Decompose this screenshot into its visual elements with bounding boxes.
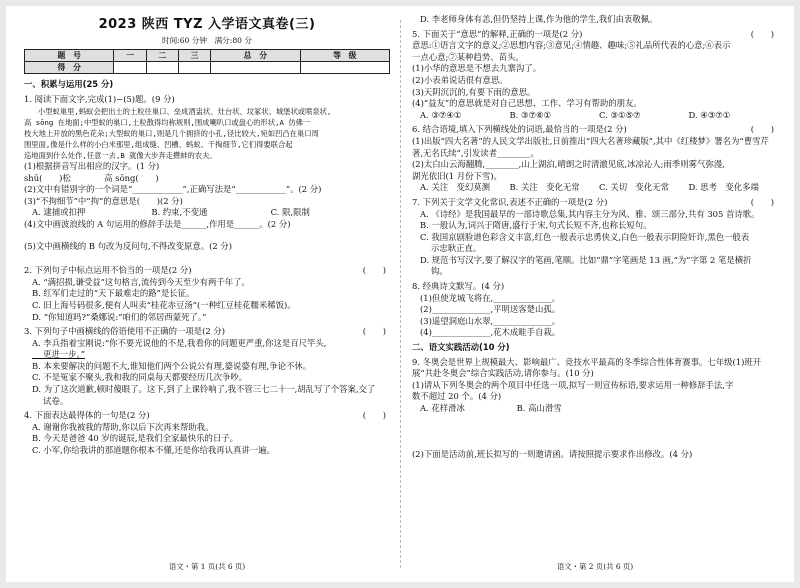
score-entry-cell[interactable] [300,62,389,74]
option-continued: 更进一步。” [32,349,85,360]
answer-space[interactable] [412,415,778,449]
question-4 [24,410,390,456]
answer-blank[interactable]: shū( )松 高 sōng( ) [24,172,159,183]
score-header-cell: 一 [114,50,146,62]
score-header-cell: 二 [146,50,178,62]
question-2 [24,265,390,323]
page-footer: 语文・第 2 页(共 6 页) [556,561,634,571]
option[interactable]: B. 红军们走过的“天下最难走的路”是长征。 [32,288,195,299]
sub-question: 数不超过 20 个。(4 分) [412,391,502,402]
score-value-row [25,62,390,74]
option[interactable]: C. 我国京剧脸谱色彩含义丰富,红色一般表示忠勇侠义,白色一般表示阴险奸诈,黑色一般表 [420,231,750,242]
option[interactable]: D. 为了这次道歉,顿时傻眼了。这下,到了上课铃响了,我不管三七二十一,胡乱写了个答案,交了 [32,384,376,395]
definition-line: 一点心意;⑦某种趋势、苗头。 [412,51,524,62]
score-header-cell: 三 [178,50,210,62]
answer-bracket[interactable]: ( ) [362,410,386,421]
score-entry-cell[interactable] [146,62,178,74]
option[interactable]: D. ④③⑦① [688,109,731,120]
sentence: (2)小表弟说话很有意思。 [412,74,508,85]
question-1 [24,94,390,262]
question-stem: 5. 下面关于“意思”的解释,正确的一项是(2 分) [412,28,583,39]
score-header-cell: 题 号 [25,50,114,62]
option[interactable]: B. 关注 变化无常 [509,182,580,193]
option[interactable]: A. 《诗经》是我国最早的一部诗歌总集,其内容主分为风、雅、颂三部分,共有 305 首诗歌。 [420,208,760,219]
passage-line: 高 sōng 在地面;中型蚁的巢口,土粒散得均称规则,围成喇叭口或盘心的形状,A 仿佛一 [24,117,311,127]
question-stem: 1. 阅读下面文字,完成(1)~(5)题。(9 分) [24,94,175,104]
question-8 [412,281,778,339]
option[interactable]: C. ③①⑤⑦ [599,109,641,120]
option[interactable]: B. 高山滑雪 [516,403,562,413]
question-stem: 4. 下面表达最得体的一句是(2 分) [24,410,150,421]
option-row [24,207,390,219]
question-7 [412,197,778,278]
option-continued: 试卷。 [32,395,69,406]
sentence: (3)天阴沉沉的,有要下雨的意思。 [412,86,536,97]
score-entry-cell[interactable] [178,62,210,74]
question-stem: 6. 结合语境,填入下列横线处的词语,最恰当的一项是(2 分) [412,124,627,135]
context-line: (1)出版“四大名著”的人民文学出版社,日前推出“四大名著珍藏版”,其中《红楼梦》署名为“曹雪芹 [412,135,769,146]
passage-line: 小型蚁巢里,蚂蚁会把出土的土粒往巢口、垒成酒盅状、灶台状、坟冢状、城堡状或喷泉状, [38,106,332,116]
score-table [24,49,390,74]
poem-blank[interactable]: (4)______________,花木成畦手自栽。 [420,327,561,338]
sub-question: (3)“不拘细节”中“拘”的意思是( )(2 分) [24,195,183,206]
answer-bracket[interactable]: ( ) [362,265,386,276]
score-header-cell: 总 分 [211,50,300,62]
sub-question: (1)请从下列冬奥会的两个项目中任选一项,拟写一则宣传标语,要求运用一种修辞手法,字 [412,379,734,390]
option[interactable]: D. 思考 变化多端 [688,182,759,193]
page-2 [412,14,778,574]
score-label-cell: 得 分 [25,62,114,74]
exam-info: 时间:60 分钟 满分:80 分 [161,35,253,45]
option[interactable]: D. “你知道吗?”桑娜说:“咱们的邻居西蒙死了。” [32,311,207,322]
definition-line: 意思:①语言文字的意义;②思想内容;③意见;④情趣、趣味;⑤礼品所代表的心意;⑥表示 [412,40,731,51]
score-entry-cell[interactable] [211,62,300,74]
score-entry-cell[interactable] [114,62,146,74]
option-row [412,182,778,194]
question-9 [412,357,778,461]
question-6 [412,124,778,194]
section-heading: 一、积累与运用(25 分) [24,79,114,90]
option[interactable]: C. 不是冤家不聚头,我和我的同桌每天都要经历几次争吵。 [32,372,248,383]
option-row [412,403,613,415]
answer-bracket[interactable]: ( ) [362,326,386,337]
answer-bracket[interactable]: ( ) [750,196,774,207]
option-continued: 示忠耿正直。 [420,243,482,254]
option-row [412,110,778,122]
option[interactable]: B. 今天是爸爸 40 岁的诞辰,是我们全家最快乐的日子。 [32,433,238,444]
sub-question: (4)文中画波浪线的 A 句运用的修辞手法是______,作用是______。(2 分) [24,218,291,229]
question-stem: 3. 下列句子中画横线的俗语使用不正确的一项是(2 分) [24,326,226,337]
page-1 [24,14,390,574]
poem-blank[interactable]: (3)遥望洞庭山水翠,______________。 [420,315,561,326]
exam-title: 2023 陕西 TYZ 入学语文真卷(三) [98,17,316,32]
option[interactable]: A. 李兵指着宝刚说:“你不要光说他的不是,我看你的问题更严重,你这是百尺竿头, [32,337,327,348]
exam-sheet [6,6,794,582]
context-line: (2)太白山云海翻腾,________,山上湖泊,晴朗之时清澈见底,冰凉沁人;雨季则雾气弥漫, [412,159,725,170]
sentence: (4)“益友”的意思就是对自己思想、工作、学习有帮助的朋友。 [412,98,642,109]
page-divider [400,20,401,568]
option[interactable]: A. “满招损,谦受益”这句格言,流传到今天至少有两千年了。 [32,276,250,287]
score-header-row [25,50,390,62]
option[interactable]: D. 规范书写汉字,要了解汉字的笔画,笔顺。比如“鼎”字笔画是 13 画,“为”字第 2 笔是横折 [420,254,752,265]
option[interactable]: B. 一般认为,词兴于隋唐,盛行于宋,句式长短不齐,也称长短句。 [420,220,652,231]
sub-question: (2)下面是活动前,班长拟写的一则邀请函。请按照提示要求作出修改。(4 分) [412,448,693,459]
option[interactable]: B. 约束,不变通 [151,207,208,218]
option[interactable]: A. 关注 变幻莫测 [420,182,490,193]
question-3 [24,326,390,407]
poem-blank[interactable]: (1)但使龙城飞将在,______________。 [420,292,561,303]
passage-line: 围里面,像是什么样的小白米那里,组成缝、凹槽、蚂蚁、干掏细节,它们得要联合起 [24,139,293,149]
question-stem: 8. 经典诗文默写。(4 分) [412,281,505,292]
option[interactable]: A. 谢谢你我被我的帮助,你以后下次再来帮助我。 [32,421,214,432]
sub-question: (5)文中画横线的 B 句改为反问句,不得改变原意。(2 分) [24,240,233,251]
answer-bracket[interactable]: ( ) [750,28,774,39]
context-line: 湖光依旧(1 月份下雪)。 [412,170,502,181]
option[interactable]: C. 旧上海号码很多,便有人叫卖“桂花赤豆汤”(一种红豆桂花糯米稀饭)。 [32,299,296,310]
answer-bracket[interactable]: ( ) [750,124,774,135]
passage-line: 巡地面到什么处作,任意一去,B 就像大步奔走攒蚌的农夫。 [24,150,217,160]
option[interactable]: B. 本来要解决的问题不大,谁知他们两个公说公有理,婆说婆有理,争论不休。 [32,360,312,371]
option-continued: 钩。 [420,266,448,277]
question-stem: 7. 下列关于文学文化常识,表述不正确的一项是(2 分) [412,196,608,207]
option[interactable]: D. 李老师身体有恙,但仍坚持上课,作为他的学生,我们由衷敬佩。 [420,14,658,24]
page-footer: 语文・第 1 页(共 6 页) [168,561,246,571]
option[interactable]: A. 逮捕或扣押 [32,207,86,218]
option[interactable]: A. 花样滑冰 [420,403,465,413]
question-5 [412,29,778,122]
option[interactable]: B. ③⑦⑥① [509,109,552,120]
option[interactable]: A. ③⑦④① [420,109,462,120]
sub-question: (2)文中有错别字的一个词是“____________”,正确写法是“____________”。(2 分) [24,184,322,195]
passage-line: 枝大地上开放的黑色花朵;大型蚁的巢口,则是几个拥挤的小孔,径比较大,宛如凹凸在巢口周 [24,128,319,138]
score-header-cell: 等 级 [300,50,389,62]
section-heading: 二、语文实践活动(10 分) [412,342,510,353]
option[interactable]: C. 限,限制 [270,207,310,218]
question-stem: 展“共赴冬奥会”综合实践活动,请你参与。(10 分) [412,368,594,379]
context-line: 著,无名氏续”,引发读者________。 [412,147,539,158]
sub-question: (1)根据拼音写出相应的汉字。(1 分) [24,160,160,171]
question-stem: 2. 下列句子中标点运用不恰当的一项是(2 分) [24,265,192,276]
question-stem: 9. 冬奥会是世界上规模最大、影响最广、竞技水平最高的冬季综合性体育赛事。七年级(1)班开 [412,356,762,367]
option[interactable]: C. 关切 变化无常 [599,182,670,193]
sentence: (1)小华的意思是不想去九寨沟了。 [412,63,542,74]
option[interactable]: C. 小军,你给我讲的那道题你根本不懂,还是你给我再认真讲一遍。 [32,445,275,456]
poem-blank[interactable]: (2)______________,平明送客楚山孤。 [420,304,561,315]
